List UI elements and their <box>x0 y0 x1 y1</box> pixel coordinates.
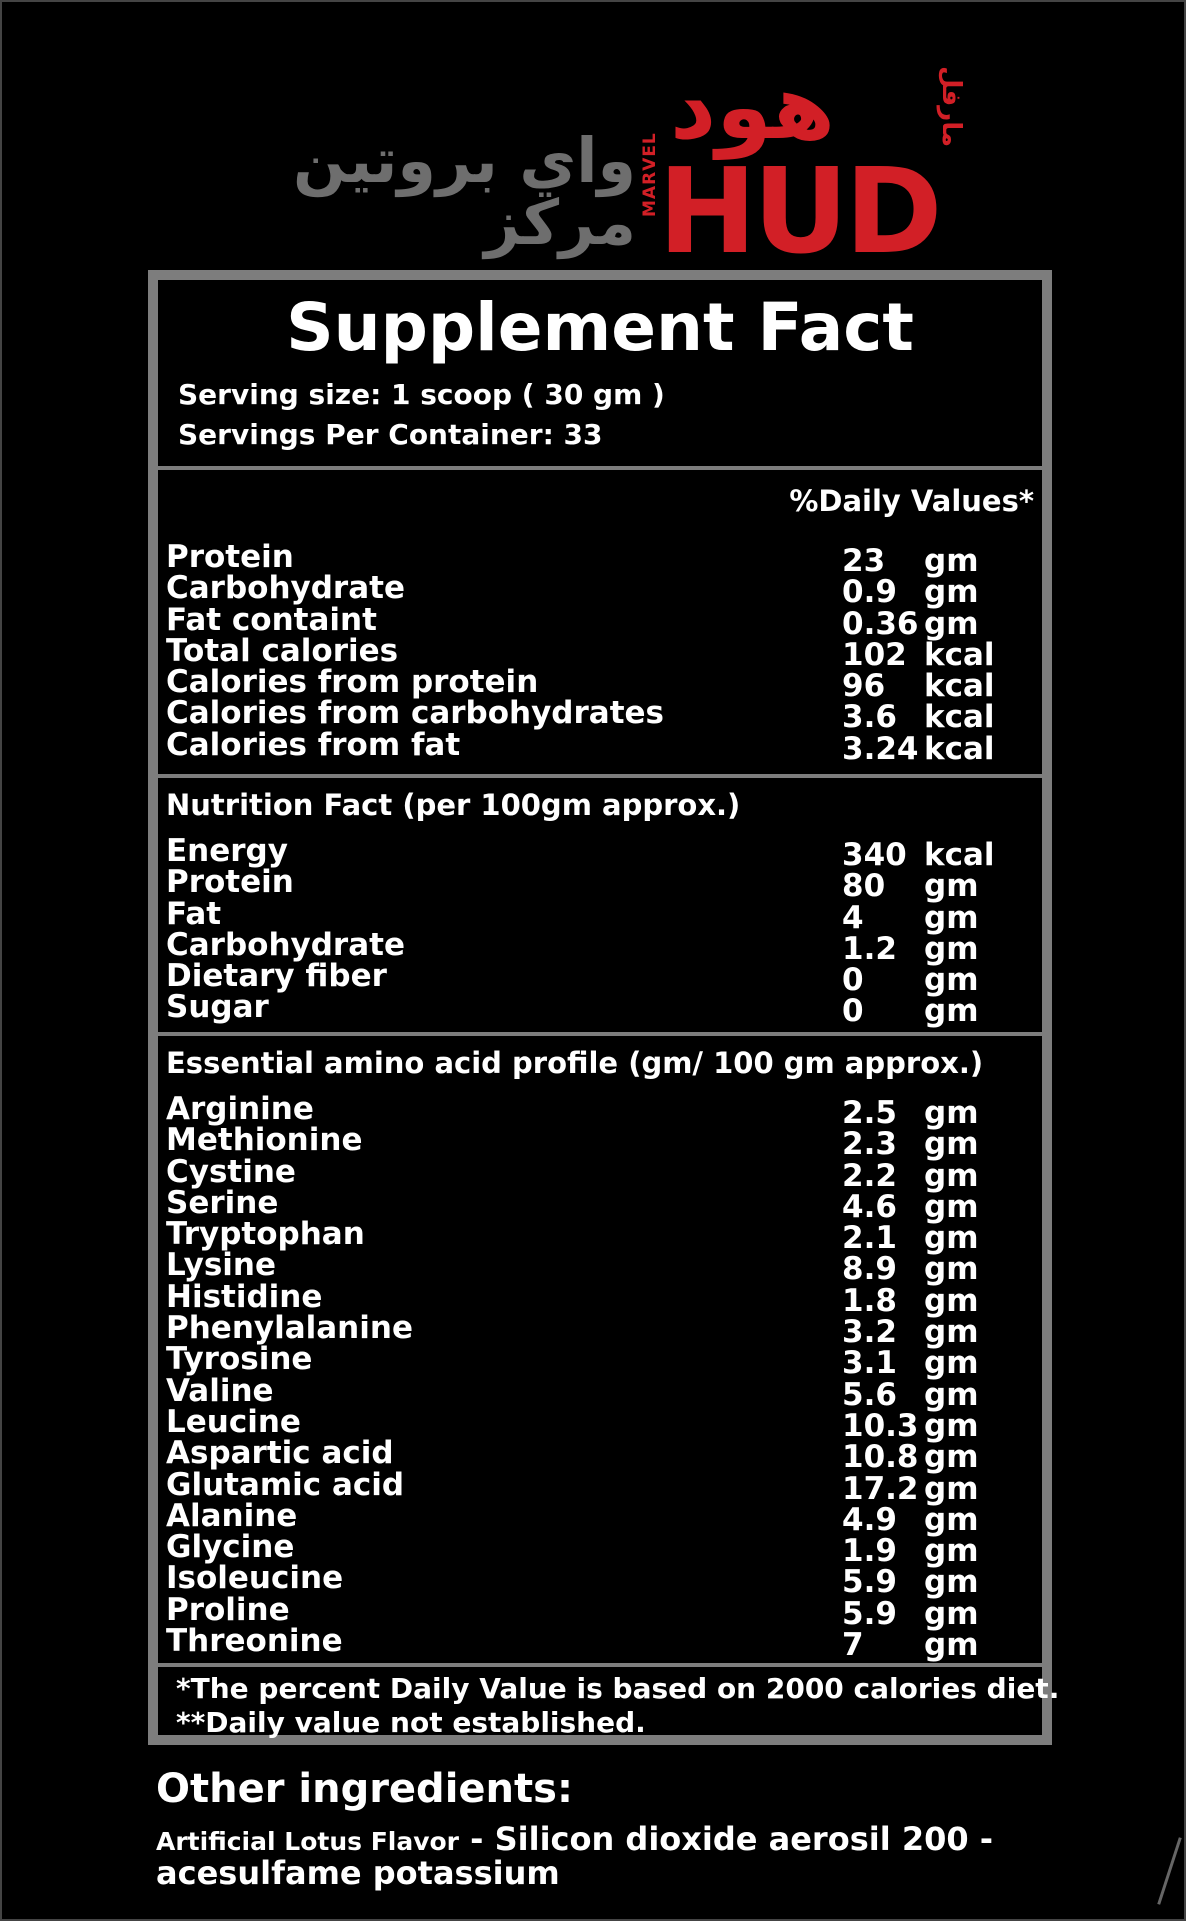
nutrient-unit: gm <box>924 1564 979 1601</box>
nutrient-unit: gm <box>924 930 979 967</box>
nutrient-value: 2.2 <box>842 1157 897 1194</box>
other-ingredients-title: Other ingredients: <box>156 1766 573 1812</box>
nutrient-row <box>166 1497 1042 1538</box>
nutrient-name: Aspartic acid <box>166 1435 394 1472</box>
supplement-facts-panel <box>148 270 1060 1745</box>
nutrient-name: Isoleucine <box>166 1560 344 1597</box>
nutrient-name: Total calories <box>166 632 399 669</box>
nutrient-row <box>166 1435 1042 1476</box>
nutrient-value: 10.3 <box>842 1407 919 1444</box>
logo-marvel-text: MARVEL <box>640 132 660 218</box>
nutrient-name: Arginine <box>166 1091 314 1127</box>
nutrient-value: 1.2 <box>842 930 897 967</box>
nutrient-value: 4 <box>842 899 864 936</box>
nutrient-name: Leucine <box>166 1403 301 1440</box>
nutrient-unit: kcal <box>924 636 995 673</box>
amino-list <box>166 1091 1042 1664</box>
nutrient-value: 80 <box>842 868 886 905</box>
nutrient-unit: gm <box>924 1595 979 1632</box>
nutrient-row <box>166 570 1042 611</box>
nutrition-heading: Nutrition Fact (per 100gm approx.) <box>166 788 741 822</box>
nutrient-value: 23 <box>842 543 886 579</box>
nutrition-list <box>166 833 1042 1030</box>
nutrient-row <box>166 1466 1042 1507</box>
nutrient-value: 2.5 <box>842 1095 897 1131</box>
nutrient-name: Calories from fat <box>166 726 461 763</box>
nutrient-value: 4.9 <box>842 1501 897 1538</box>
nutrient-name: Protein <box>166 864 294 901</box>
nutrient-unit: gm <box>924 1188 979 1225</box>
nutrient-row <box>166 926 1042 967</box>
nutrient-unit: gm <box>924 1126 979 1163</box>
nutrient-name: Phenylalanine <box>166 1310 413 1347</box>
nutrient-unit: gm <box>924 1157 979 1194</box>
nutrient-row <box>166 1529 1042 1570</box>
nutrient-row <box>166 1184 1042 1225</box>
nutrient-name: Calories from protein <box>166 664 539 701</box>
serving-size: Serving size: 1 scoop ( 30 gm ) <box>178 378 665 411</box>
nutrient-value: 5.9 <box>842 1564 897 1601</box>
servings-per-container: Servings Per Container: 33 <box>178 418 603 451</box>
section-divider <box>158 774 1042 778</box>
daily-values-header: %Daily Values* <box>789 484 1034 518</box>
nutrient-name: Carbohydrate <box>166 926 405 963</box>
nutrient-unit: kcal <box>924 730 995 767</box>
nutrient-row <box>166 1216 1042 1257</box>
nutrient-name: Threonine <box>166 1623 343 1660</box>
nutrient-row <box>166 1153 1042 1194</box>
nutrient-value: 0 <box>842 993 864 1030</box>
section-divider <box>158 466 1042 470</box>
nutrient-unit: gm <box>924 1627 979 1664</box>
nutrient-row <box>166 601 1042 642</box>
nutrient-unit: gm <box>924 605 979 642</box>
nutrient-name: Fat <box>166 895 222 932</box>
nutrient-row <box>166 539 1042 579</box>
nutrient-value: 2.1 <box>842 1220 897 1257</box>
nutrient-unit: gm <box>924 1314 979 1351</box>
nutrient-value: 17.2 <box>842 1470 919 1507</box>
nutrient-name: Methionine <box>166 1122 363 1159</box>
nutrient-name: Dietary fiber <box>166 958 387 995</box>
section-divider <box>158 1032 1042 1036</box>
nutrient-value: 0 <box>842 962 864 999</box>
nutrient-name: Glycine <box>166 1529 295 1566</box>
nutrient-value: 3.24 <box>842 730 919 767</box>
nutrient-unit: gm <box>924 1439 979 1476</box>
nutrient-value: 5.6 <box>842 1376 897 1413</box>
nutrient-row <box>166 1310 1042 1351</box>
nutrient-unit: gm <box>924 1533 979 1570</box>
footnote-daily-value: *The percent Daily Value is based on 2000 calories diet. <box>176 1672 1060 1705</box>
nutrient-row <box>166 989 1042 1030</box>
nutrient-value: 0.9 <box>842 574 897 611</box>
nutrient-value: 5.9 <box>842 1595 897 1632</box>
nutrient-unit: gm <box>924 543 979 579</box>
nutrient-value: 1.9 <box>842 1533 897 1570</box>
nutrient-name: Tyrosine <box>166 1341 313 1378</box>
nutrient-unit: gm <box>924 868 979 905</box>
nutrient-unit: gm <box>924 574 979 611</box>
nutrient-unit: gm <box>924 1220 979 1257</box>
nutrient-unit: gm <box>924 1282 979 1319</box>
nutrient-name: Sugar <box>166 989 269 1026</box>
nutrient-name: Histidine <box>166 1278 323 1315</box>
nutrient-value: 1.8 <box>842 1282 897 1319</box>
nutrient-unit: gm <box>924 1345 979 1382</box>
nutrient-row <box>166 664 1042 705</box>
nutrient-name: Proline <box>166 1591 290 1628</box>
nutrient-value: 7 <box>842 1627 864 1664</box>
arabic-product-title: واي بروتين مركز <box>293 124 636 259</box>
nutrient-unit: gm <box>924 1376 979 1413</box>
nutrient-row <box>166 833 1042 873</box>
nutrient-name: Protein <box>166 539 294 575</box>
nutrient-value: 4.6 <box>842 1188 897 1225</box>
ingredient-acesulfame: acesulfame potassium <box>156 1854 560 1892</box>
nutrient-name: Carbohydrate <box>166 570 405 607</box>
nutrient-row <box>166 895 1042 936</box>
nutrient-unit: gm <box>924 1095 979 1131</box>
amino-heading: Essential amino acid profile (gm/ 100 gm approx.) <box>166 1046 984 1080</box>
nutrient-unit: gm <box>924 993 979 1030</box>
nutrient-row <box>166 1122 1042 1163</box>
nutrient-value: 3.6 <box>842 699 897 736</box>
nutrient-name: Tryptophan <box>166 1216 365 1253</box>
nutrient-unit: gm <box>924 1470 979 1507</box>
nutrient-unit: kcal <box>924 837 995 873</box>
nutrient-unit: gm <box>924 1251 979 1288</box>
brand-logo <box>640 55 980 280</box>
nutrient-row <box>166 1560 1042 1601</box>
footnote-not-established: **Daily value not established. <box>176 1706 646 1739</box>
nutrient-row <box>166 1403 1042 1444</box>
nutrient-unit: gm <box>924 1501 979 1538</box>
nutrient-row <box>166 1623 1042 1664</box>
nutrient-name: Fat containt <box>166 601 377 638</box>
nutrient-value: 2.3 <box>842 1126 897 1163</box>
nutrient-value: 340 <box>842 837 907 873</box>
nutrient-name: Serine <box>166 1184 279 1221</box>
nutrient-name: Cystine <box>166 1153 296 1190</box>
nutrient-row <box>166 864 1042 905</box>
ingredient-flavor: Artificial Lotus Flavor <box>156 1827 460 1856</box>
logo-arabic-word: هود <box>670 55 836 160</box>
facts-title: Supplement Fact <box>286 289 914 366</box>
nutrient-row <box>166 1091 1042 1131</box>
nutrient-row <box>166 726 1042 767</box>
nutrient-value: 3.1 <box>842 1345 897 1382</box>
nutrient-row <box>166 958 1042 999</box>
per-serving-list <box>166 539 1042 767</box>
nutrient-unit: kcal <box>924 668 995 705</box>
nutrient-name: Energy <box>166 833 288 869</box>
nutrient-unit: kcal <box>924 699 995 736</box>
ingredient-silicon-dioxide: - Silicon dioxide aerosil 200 - <box>459 1820 994 1858</box>
nutrient-value: 0.36 <box>842 605 919 642</box>
nutrient-value: 96 <box>842 668 886 705</box>
nutrient-row <box>166 632 1042 673</box>
nutrient-name: Alanine <box>166 1497 298 1534</box>
nutrient-name: Lysine <box>166 1247 277 1284</box>
nutrient-row <box>166 1341 1042 1382</box>
nutrient-row <box>166 1591 1042 1632</box>
nutrient-value: 102 <box>842 636 907 673</box>
logo-arabic-small: مارفل <box>936 66 966 148</box>
nutrient-value: 8.9 <box>842 1251 897 1288</box>
nutrient-name: Glutamic acid <box>166 1466 405 1503</box>
nutrient-name: Calories from carbohydrates <box>166 695 664 732</box>
nutrient-name: Valine <box>166 1372 274 1409</box>
nutrient-unit: gm <box>924 899 979 936</box>
logo-hud-text: HUD <box>658 142 939 280</box>
other-ingredients-line-2 <box>156 1854 560 1892</box>
nutrient-value: 3.2 <box>842 1314 897 1351</box>
nutrient-unit: gm <box>924 962 979 999</box>
nutrient-row <box>166 1247 1042 1288</box>
nutrient-row <box>166 1372 1042 1413</box>
nutrient-row <box>166 1278 1042 1319</box>
other-ingredients-line-1 <box>156 1820 993 1858</box>
nutrient-value: 10.8 <box>842 1439 919 1476</box>
nutrient-row <box>166 695 1042 736</box>
header <box>0 0 1186 280</box>
section-divider <box>158 1663 1042 1667</box>
nutrient-unit: gm <box>924 1407 979 1444</box>
